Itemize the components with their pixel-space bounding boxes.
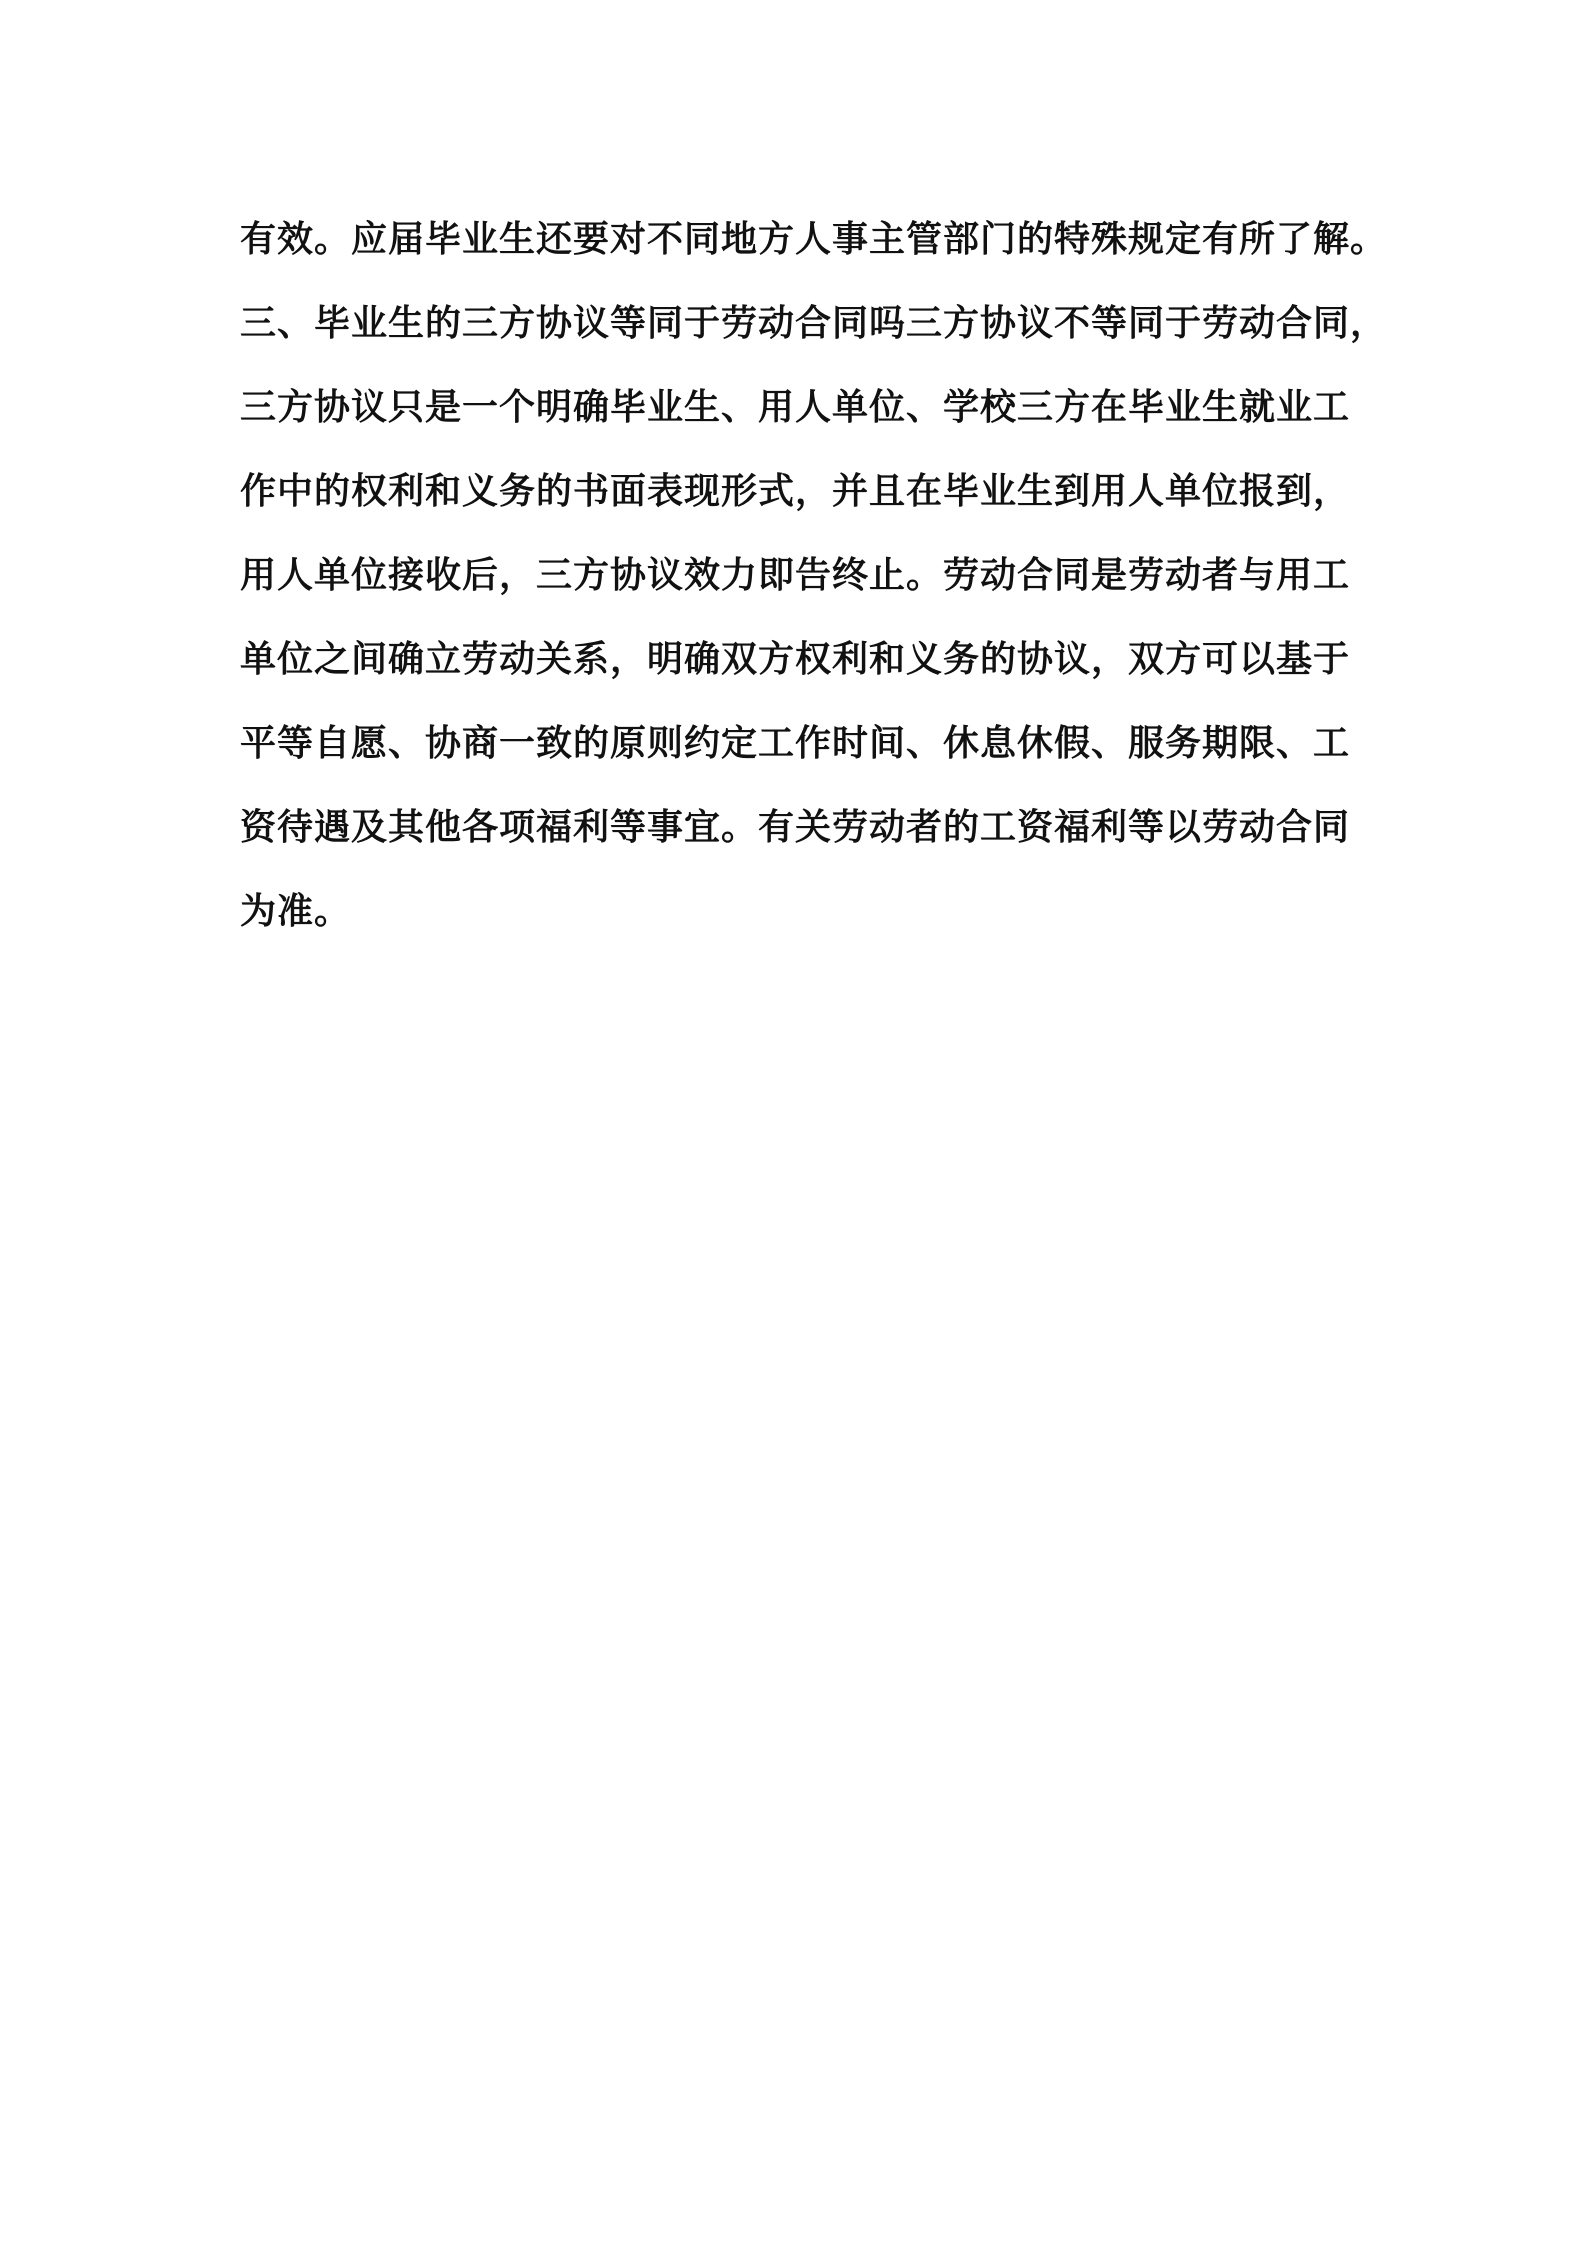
text-line-2: 三、毕业生的三方协议等同于劳动合同吗三方协议不等同于劳动合同， bbox=[240, 303, 1388, 344]
text-line-9: 为准。 bbox=[240, 891, 352, 932]
text-line-7: 平等自愿、协商一致的原则约定工作时间、休息休假、服务期限、工 bbox=[240, 723, 1351, 764]
body-text bbox=[240, 198, 1388, 954]
text-line-4: 作中的权利和义务的书面表现形式，并且在毕业生到用人单位报到， bbox=[240, 471, 1351, 512]
text-line-3: 三方协议只是一个明确毕业生、用人单位、学校三方在毕业生就业工 bbox=[240, 387, 1351, 428]
text-line-5: 用人单位接收后，三方协议效力即告终止。劳动合同是劳动者与用工 bbox=[240, 555, 1351, 596]
text-line-6: 单位之间确立劳动关系，明确双方权利和义务的协议，双方可以基于 bbox=[240, 639, 1351, 680]
text-line-8: 资待遇及其他各项福利等事宜。有关劳动者的工资福利等以劳动合同 bbox=[240, 807, 1351, 848]
text-line-1: 有效。应届毕业生还要对不同地方人事主管部门的特殊规定有所了解。 bbox=[240, 219, 1388, 260]
